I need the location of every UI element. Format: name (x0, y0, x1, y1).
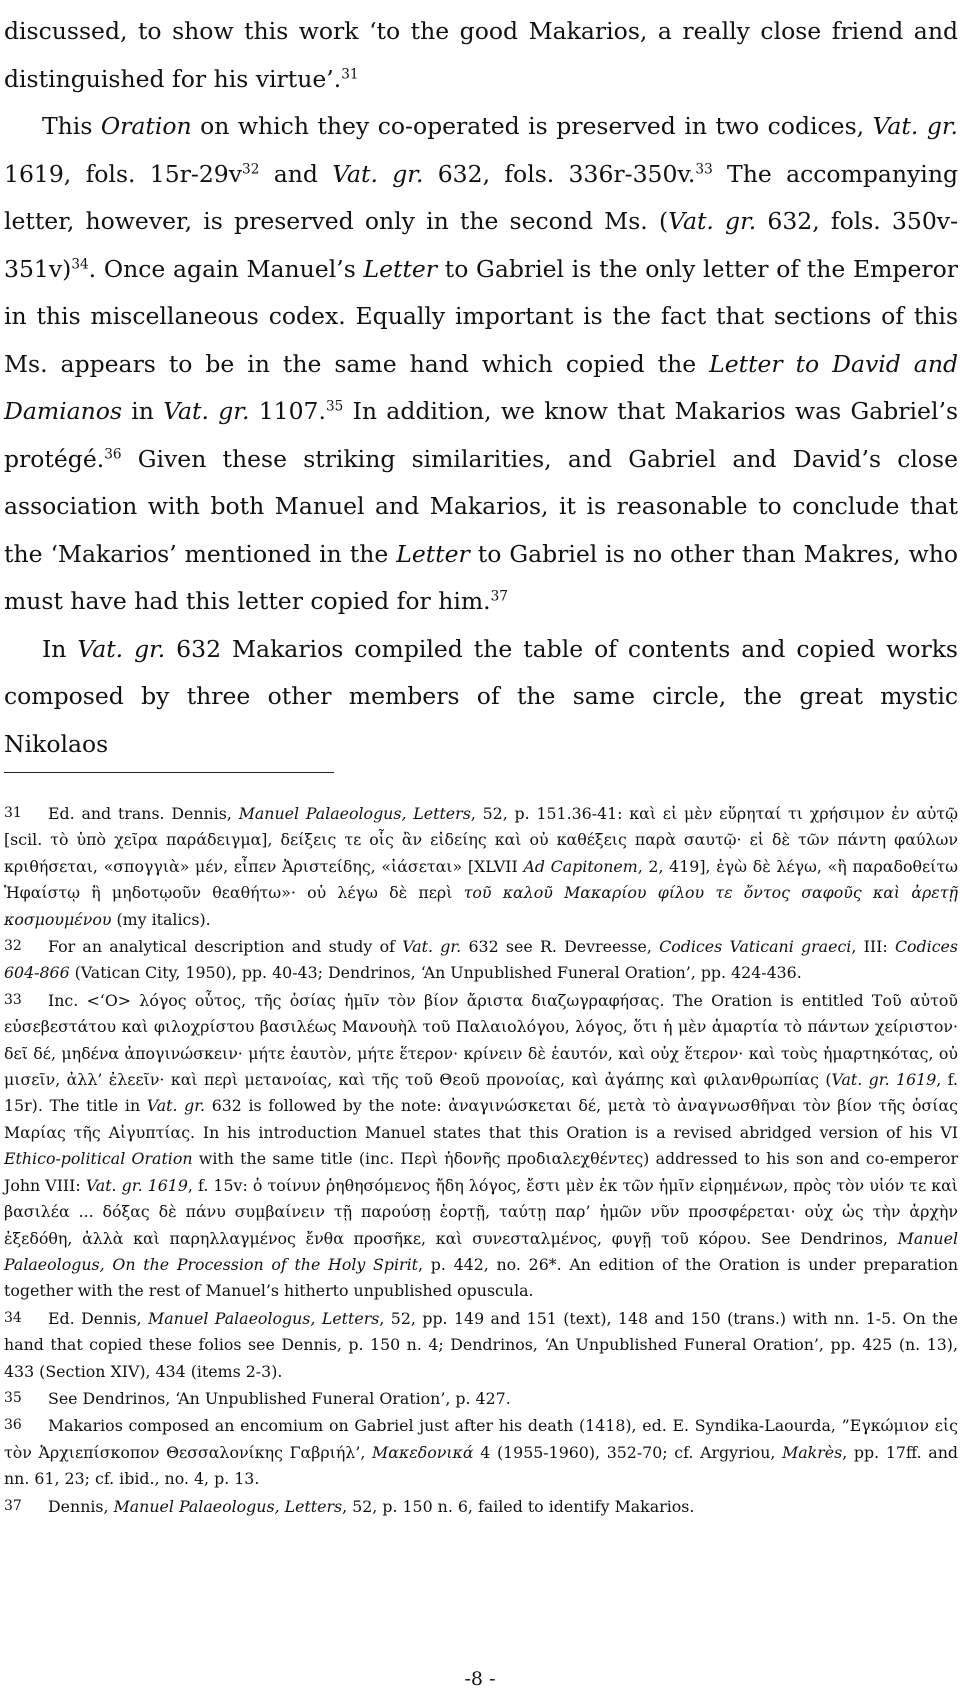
text: Ed. and trans. Dennis, (48, 804, 239, 823)
text: In (42, 634, 78, 663)
footnote-32 (4, 933, 958, 987)
text: 1107. (249, 397, 326, 425)
text: . Once again Manuel’s (88, 254, 364, 283)
text: (Vatican City, 1950), pp. 40-43; Dendrinos, ‘An Unpublished Funeral Oration’, pp. 424-436. (69, 963, 802, 983)
text: with the same title (inc. Περὶ ἡδονῆς προδιαλεχθέντες) addressed to his son and co-emperor John VIII: (4, 1149, 958, 1195)
italic-text: Vat. gr. 1619 (85, 1175, 188, 1195)
italic-text: Vat. gr. (668, 207, 757, 235)
text: , p. 442, no. 26*. An edition of the Oration is under preparation together with the rest of Manuel’s hitherto unpublished opuscula. (4, 1254, 958, 1301)
italic-text: Manuel Palaeologus, Letters (148, 1308, 380, 1328)
italic-text: Vat. gr. 1619 (831, 1070, 937, 1090)
footnote-37 (4, 1493, 958, 1520)
footnote-number: 32 (4, 938, 22, 955)
footnote-ref[interactable]: 37 (490, 588, 508, 605)
text: Makarios composed an encomium on Gabriel just after his death (1418), ed. E. Syndika-Laourda, ”Εγκώμιον εἰς τὸν Ἀρχιεπίσκοπον Θεσσαλονίκης Γαβριήλ’, (4, 1416, 958, 1462)
footnote-ref[interactable]: 34 (71, 256, 89, 273)
text: to Gabriel is no other than Makres, who must have had this letter copied for him. (4, 539, 958, 615)
italic-text: Manuel Palaeologus, Letters (238, 804, 471, 823)
text: to Gabriel is the only letter of the Emperor in this miscellaneous codex. Equally important is the fact that sections of this Ms. appears to be in the same hand which copied the (4, 254, 958, 378)
text: 632 is followed by the note: ἀναγινώσκεται δέ, μετὰ τὸ ἀναγνωσθῆναι τὸν βίον τῆς ὁσίας Μαρίας τῆς Αἰγυπτίας. In his introduction Manuel states that this Oration is a revised abridged version of his VI (4, 1096, 959, 1142)
footnote-35 (4, 1385, 958, 1412)
text: See Dendrinos, ‘An Unpublished Funeral Oration’, p. 427. (48, 1388, 511, 1408)
italic-text: Vat. gr. (163, 397, 250, 425)
paragraph-2 (4, 103, 958, 626)
text: 1619, fols. 15r-29v (4, 159, 243, 188)
italic-text: Μακεδονικά (372, 1442, 474, 1462)
italic-text: Ethico-political Oration (4, 1149, 193, 1169)
italic-text: Codices Vaticani graeci (659, 937, 852, 957)
footnote-33 (4, 987, 958, 1305)
italic-text: Makrès (782, 1442, 843, 1462)
italic-text: Vat. gr. (77, 634, 166, 663)
text: and (259, 159, 333, 188)
text: (my italics). (111, 909, 211, 929)
footnote-number: 36 (4, 1417, 22, 1434)
text: , III: (851, 937, 895, 957)
text: , f. 15v: ὁ τοίνυν ῥηθησόμενος ἤδη λόγος, ἔστι μὲν ἐκ τῶν ἡμῖν εἰρημένων, πρὸς τὸν υἱόν τε καὶ βασιλέα ... δόξας δὲ πάνυ συμβαίνειν τῇ παρούσῃ ἑορτῇ, ταύτῃ παρ’ ἡμῶν νῦν προσφέρεται· οὐχ ὡς τὴν ἀρχὴν ἐξεδόθη, ἀλλὰ καὶ παρηλλαγμένος ἔνθα προσῆκε, καὶ συνεσταλμένος, φυγῇ τοῦ κόρου. See Dendrinos, (4, 1175, 958, 1248)
footnote-31 (4, 800, 958, 933)
italic-text: Letter (363, 254, 438, 283)
italic-text: Letter to David and Damianos (4, 349, 959, 425)
italic-text: Vat. gr. (872, 112, 958, 140)
text: For an analytical description and study of (48, 937, 403, 957)
text: , f. 15r). The title in (4, 1070, 958, 1116)
footnote-ref[interactable]: 35 (325, 398, 344, 415)
text: Inc. <‘O> λόγος οὗτος, τῆς ὁσίας ἡμῖν τὸν βίον ἄριστα διαζωγραφήσας. The Oration is entitled Τοῦ αὐτοῦ εὐσεβεστάτου καὶ φιλοχρίστου βασιλέως Μανουὴλ τοῦ Παλαιολόγου, λόγος, ὅτι ἡ μὲν ἁμαρτία τὸ πάντων χείριστον· δεῖ δέ, μηδένα ἀπογινώσκειν· μήτε ἑαυτὸν, μήτε ἕτερον· κρίνειν δὲ ἑαυτόν, καὶ οὐχ ἕτερον· καὶ τοὺς ἡμαρτηκότας, οὐ μισεῖν, ἀλλ’ ἐλεεῖν· καὶ περὶ μετανοίας, καὶ τῆς τοῦ Θεοῦ προνοίας, καὶ ἀγάπης καὶ φιλανθρωπίας ( (4, 990, 958, 1090)
text: Ed. Dennis, (48, 1308, 149, 1328)
footnote-34 (4, 1305, 958, 1385)
footnote-ref[interactable]: 31 (341, 66, 359, 83)
text: Given these striking similarities, and Gabriel and David’s close association with both Manuel and Makarios, it is reasonable to conclude that the ‘Makarios’ mentioned in the (4, 444, 958, 568)
italic-text: Vat. gr. (402, 937, 462, 957)
footnote-number: 34 (4, 1309, 22, 1326)
italic-text: Vat. gr. (146, 1096, 206, 1116)
text: The accompanying letter, however, is preserved only in the second Ms. ( (4, 159, 959, 235)
footnote-number: 37 (4, 1497, 22, 1514)
footnotes (4, 800, 958, 1520)
footnote-number: 31 (4, 805, 22, 821)
text: , pp. 17ff. and nn. 61, 23; cf. ibid., no. 4, p. 13. (4, 1442, 958, 1489)
text: 4 (1955-1960), 352-70; cf. Argyriou, (473, 1442, 783, 1462)
text: , 52, p. 150 n. 6, failed to identify Makarios. (342, 1496, 695, 1516)
italic-text: Vat. gr. (332, 159, 424, 188)
footnote-ref[interactable]: 33 (695, 161, 713, 178)
footnote-separator (4, 772, 334, 773)
text: This (42, 112, 101, 140)
italic-text: Oration (100, 112, 192, 140)
paragraph-1 (4, 8, 958, 103)
footnote-number: 35 (4, 1389, 22, 1406)
italic-text: τοῦ καλοῦ Μακαρίου φίλου τε ὄντος σαφοῦς καὶ ἀρετῇ κοσμουμένου (4, 883, 958, 929)
text: , 52, pp. 149 and 151 (text), 148 and 150 (trans.) with nn. 1-5. On the hand that copied these folios see Dennis, p. 150 n. 4; Dendrinos, ‘An Unpublished Funeral Oration’, pp. 425 (n. 13), 433 (Section XIV), 434 (items 2-3). (4, 1308, 959, 1381)
main-text (4, 8, 958, 768)
text: , 2, 419], ἐγὼ δὲ λέγω, «ἢ παραδοθείτω Ἡφαίστῳ ἢ μηδοτῳοῦν θεαθήτω»· οὐ λέγω δὲ περὶ (4, 856, 958, 903)
text: 632, fols. 336r-350v. (423, 159, 696, 188)
text: in (122, 397, 164, 425)
italic-text: Codices 604-866 (4, 937, 959, 983)
text: , 52, p. 151.36-41: καὶ εἰ μὲν εὕρηταί τι χρήσιμον ἐν αὐτῷ [scil. τὸ ὑπὸ χεῖρα παράδειγμα], δείξεις τε οἷς ἂν εἰδείης καὶ οὐ καθέξεις παρὰ σαυτῷ· εἰ δὲ τῶν πάντη φαύλων κριθήσεται, «σπογγιὰ» μέν, εἶπεν Ἀριστείδης, «ἰάσεται» [XLVII (4, 804, 958, 876)
text: 632 see R. Devreesse, (461, 937, 660, 957)
footnote-ref[interactable]: 36 (104, 446, 122, 463)
footnote-ref[interactable]: 32 (242, 161, 260, 178)
italic-text: Manuel Palaeologus, On the Procession of the Holy Spirit (4, 1228, 958, 1274)
paragraph-3 (4, 626, 958, 769)
italic-text: Manuel Palaeologus, Letters (113, 1496, 343, 1516)
text: 632, fols. 350v-351v) (4, 207, 959, 283)
page-number: -8 - (464, 1668, 496, 1690)
text: discussed, to show this work ‘to the good Makarios, a really close friend and distinguished for his virtue’. (4, 17, 958, 93)
text: on which they co-operated is preserved in two codices, (191, 112, 873, 140)
text: 632 Makarios compiled the table of contents and copied works composed by three other members of the same circle, the great mystic Nikolaos (4, 634, 958, 758)
footnote-36 (4, 1412, 958, 1492)
text: In addition, we know that Makarios was Gabriel’s protégé. (4, 397, 958, 473)
italic-text: Letter (396, 539, 470, 568)
text: Dennis, (48, 1496, 114, 1516)
footnote-number: 33 (4, 991, 22, 1008)
italic-text: Ad Capitonem (523, 856, 638, 876)
